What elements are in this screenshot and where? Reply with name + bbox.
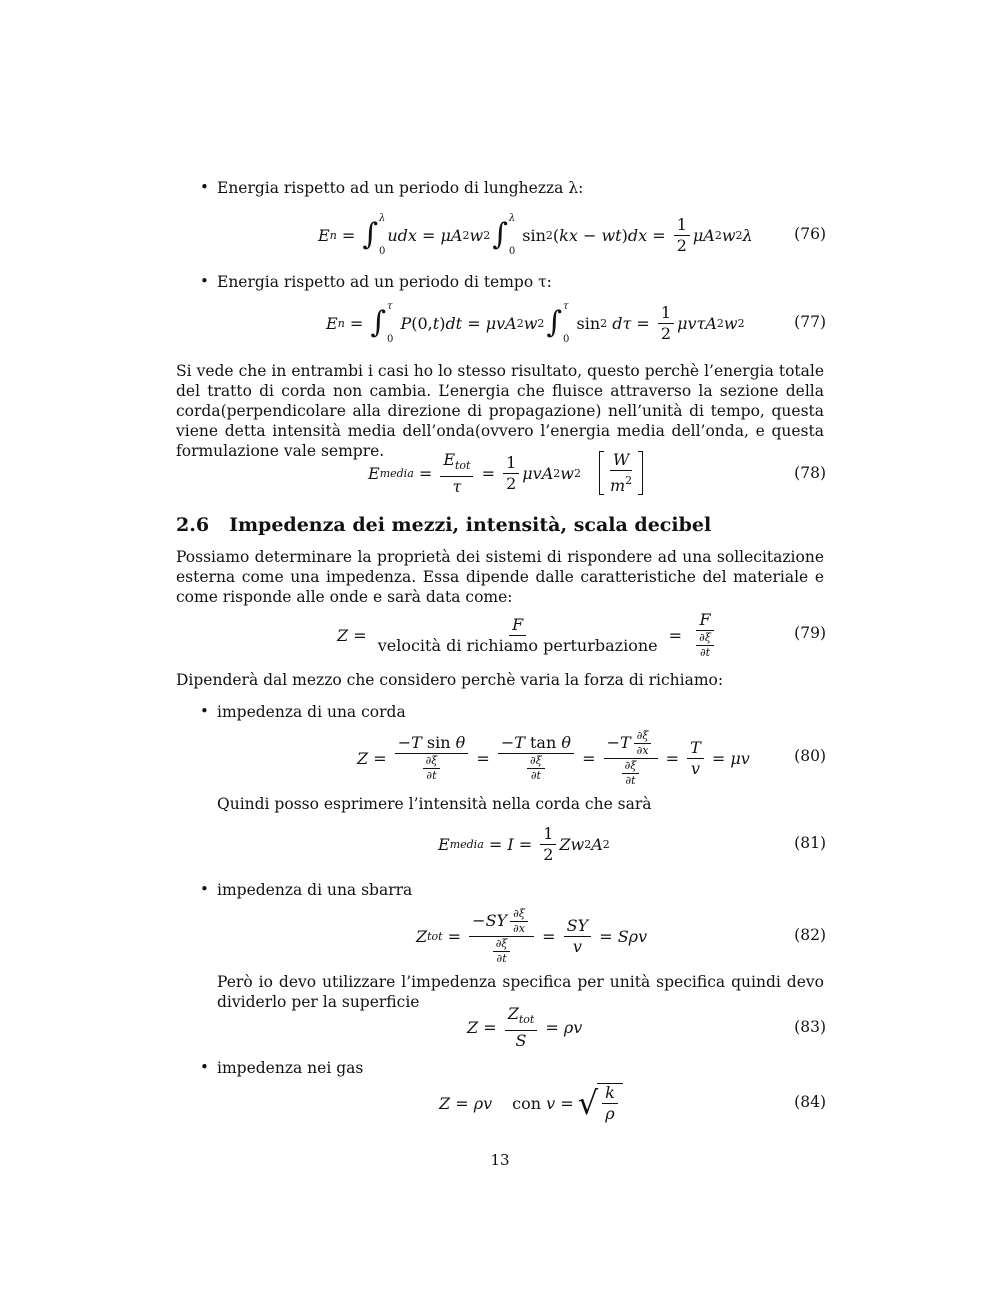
equation-number: (80): [794, 747, 826, 765]
equation-number: (78): [794, 464, 826, 482]
section-number: 2.6: [176, 514, 210, 536]
paragraph-impedenza: Possiamo determinare la proprietà dei sistemi di rispondere ad una sollecitazione esterna come una impedenza. Essa dipende dalle caratteristiche del materiale e come risponde alle onde e sarà data come:: [176, 548, 824, 606]
section-title: Impedenza dei mezzi, intensità, scala decibel: [229, 514, 712, 536]
equation-81: E media = I = $\frac{1}{2}$ Zw 2 A 2: [438, 823, 610, 864]
equation-77: E n = ∫ τ 0 P (0, t ) dt = μvA 2 w 2 ∫ τ 0 sin 2 dτ = $\frac{1}{2}$ μvτA 2 w 2: [326, 301, 745, 345]
equation-76: E n = ∫ λ 0 udx = μA 2 w 2 ∫ λ 0 sin 2 ( kx − wt ) dx = $\frac{1}{2}$ μA 2 w 2 λ: [318, 213, 753, 257]
bullet-dot: •: [200, 880, 209, 898]
equation-78: E media = $\frac{E_{tot}}{\tau}$ = $\frac{1}{2}$ μvA 2 w 2 $\frac{W}{m^2}$: [368, 450, 643, 496]
bullet-text-impedenza-corda: impedenza di una corda: [217, 703, 406, 721]
page-number: 13: [490, 1151, 510, 1169]
bullet-dot: •: [200, 178, 209, 196]
equation-number: (81): [794, 834, 826, 852]
equation-84: Z = ρv con v = √ $\frac{k}{\rho}$: [439, 1080, 623, 1126]
equation-82: Z tot = −SY $\frac{\partial\xi}{\partial x}$ $\frac{\partial\xi}{\partial t}$ = $\frac{SY}{v}$ = Sρv: [416, 906, 648, 965]
paragraph-quindi: Quindi posso esprimere l’intensità nella corda che sarà: [217, 795, 652, 813]
bullet-text-impedenza-gas: impedenza nei gas: [217, 1059, 364, 1077]
equation-83: Z = $\frac{Z_{tot}}{S}$ = ρv: [467, 1003, 583, 1050]
bullet-text-energia-lunghezza: Energia rispetto ad un periodo di lunghezza λ:: [217, 179, 584, 197]
section-heading: [176, 514, 711, 536]
con-text: con: [512, 1093, 542, 1113]
bullet-text-impedenza-sbarra: impedenza di una sbarra: [217, 881, 413, 899]
equation-number: (83): [794, 1018, 826, 1036]
equation-number: (79): [794, 624, 826, 642]
paragraph-intensita: Si vede che in entrambi i casi ho lo stesso risultato, questo perchè l’energia totale del tratto di corda non cambia. L’energia che fluisce attraverso la sezione della corda(perpendicolare alla direzione di propagazione) nell’unità di tempo, questa viene detta intensità media dell’onda(ovvero l’energia media dell’onda, e questa formulazione vale sempre.: [176, 362, 824, 460]
equation-80: Z = $\frac{\text{−T sin θ}}{\frac{\partial\xi}{\partial t}}$ = $\frac{\text{−T tan θ}}{\frac{\partial\xi}{\partial t}}$ = −T $\frac{\partial\xi}{\partial x}$ $\frac{\partial\xi}{\partial t}$ = $\frac{T}{v}$ = μv: [357, 728, 750, 787]
equation-79: Z = $\frac{F}{\text{velocità di richiamo perturbazione}}$ = $\frac{F}{\frac{\partial\xi}{\partial t}}$: [337, 612, 723, 658]
bullet-text-energia-tempo: Energia rispetto ad un periodo di tempo τ:: [217, 273, 552, 291]
equation-number: (77): [794, 313, 826, 331]
equation-number: (76): [794, 225, 826, 243]
bullet-dot: •: [200, 1058, 209, 1076]
paragraph-pero: Però io devo utilizzare l’impedenza specifica per unità specifica quindi devo dividerlo per la superficie: [217, 973, 824, 1011]
equation-number: (82): [794, 926, 826, 944]
bullet-dot: •: [200, 702, 209, 720]
paragraph-dipendera: Dipenderà dal mezzo che considero perchè varia la forza di richiamo:: [176, 671, 724, 689]
equation-number: (84): [794, 1093, 826, 1111]
bullet-dot: •: [200, 272, 209, 290]
velocita-text: velocità di richiamo perturbazione: [377, 635, 658, 655]
